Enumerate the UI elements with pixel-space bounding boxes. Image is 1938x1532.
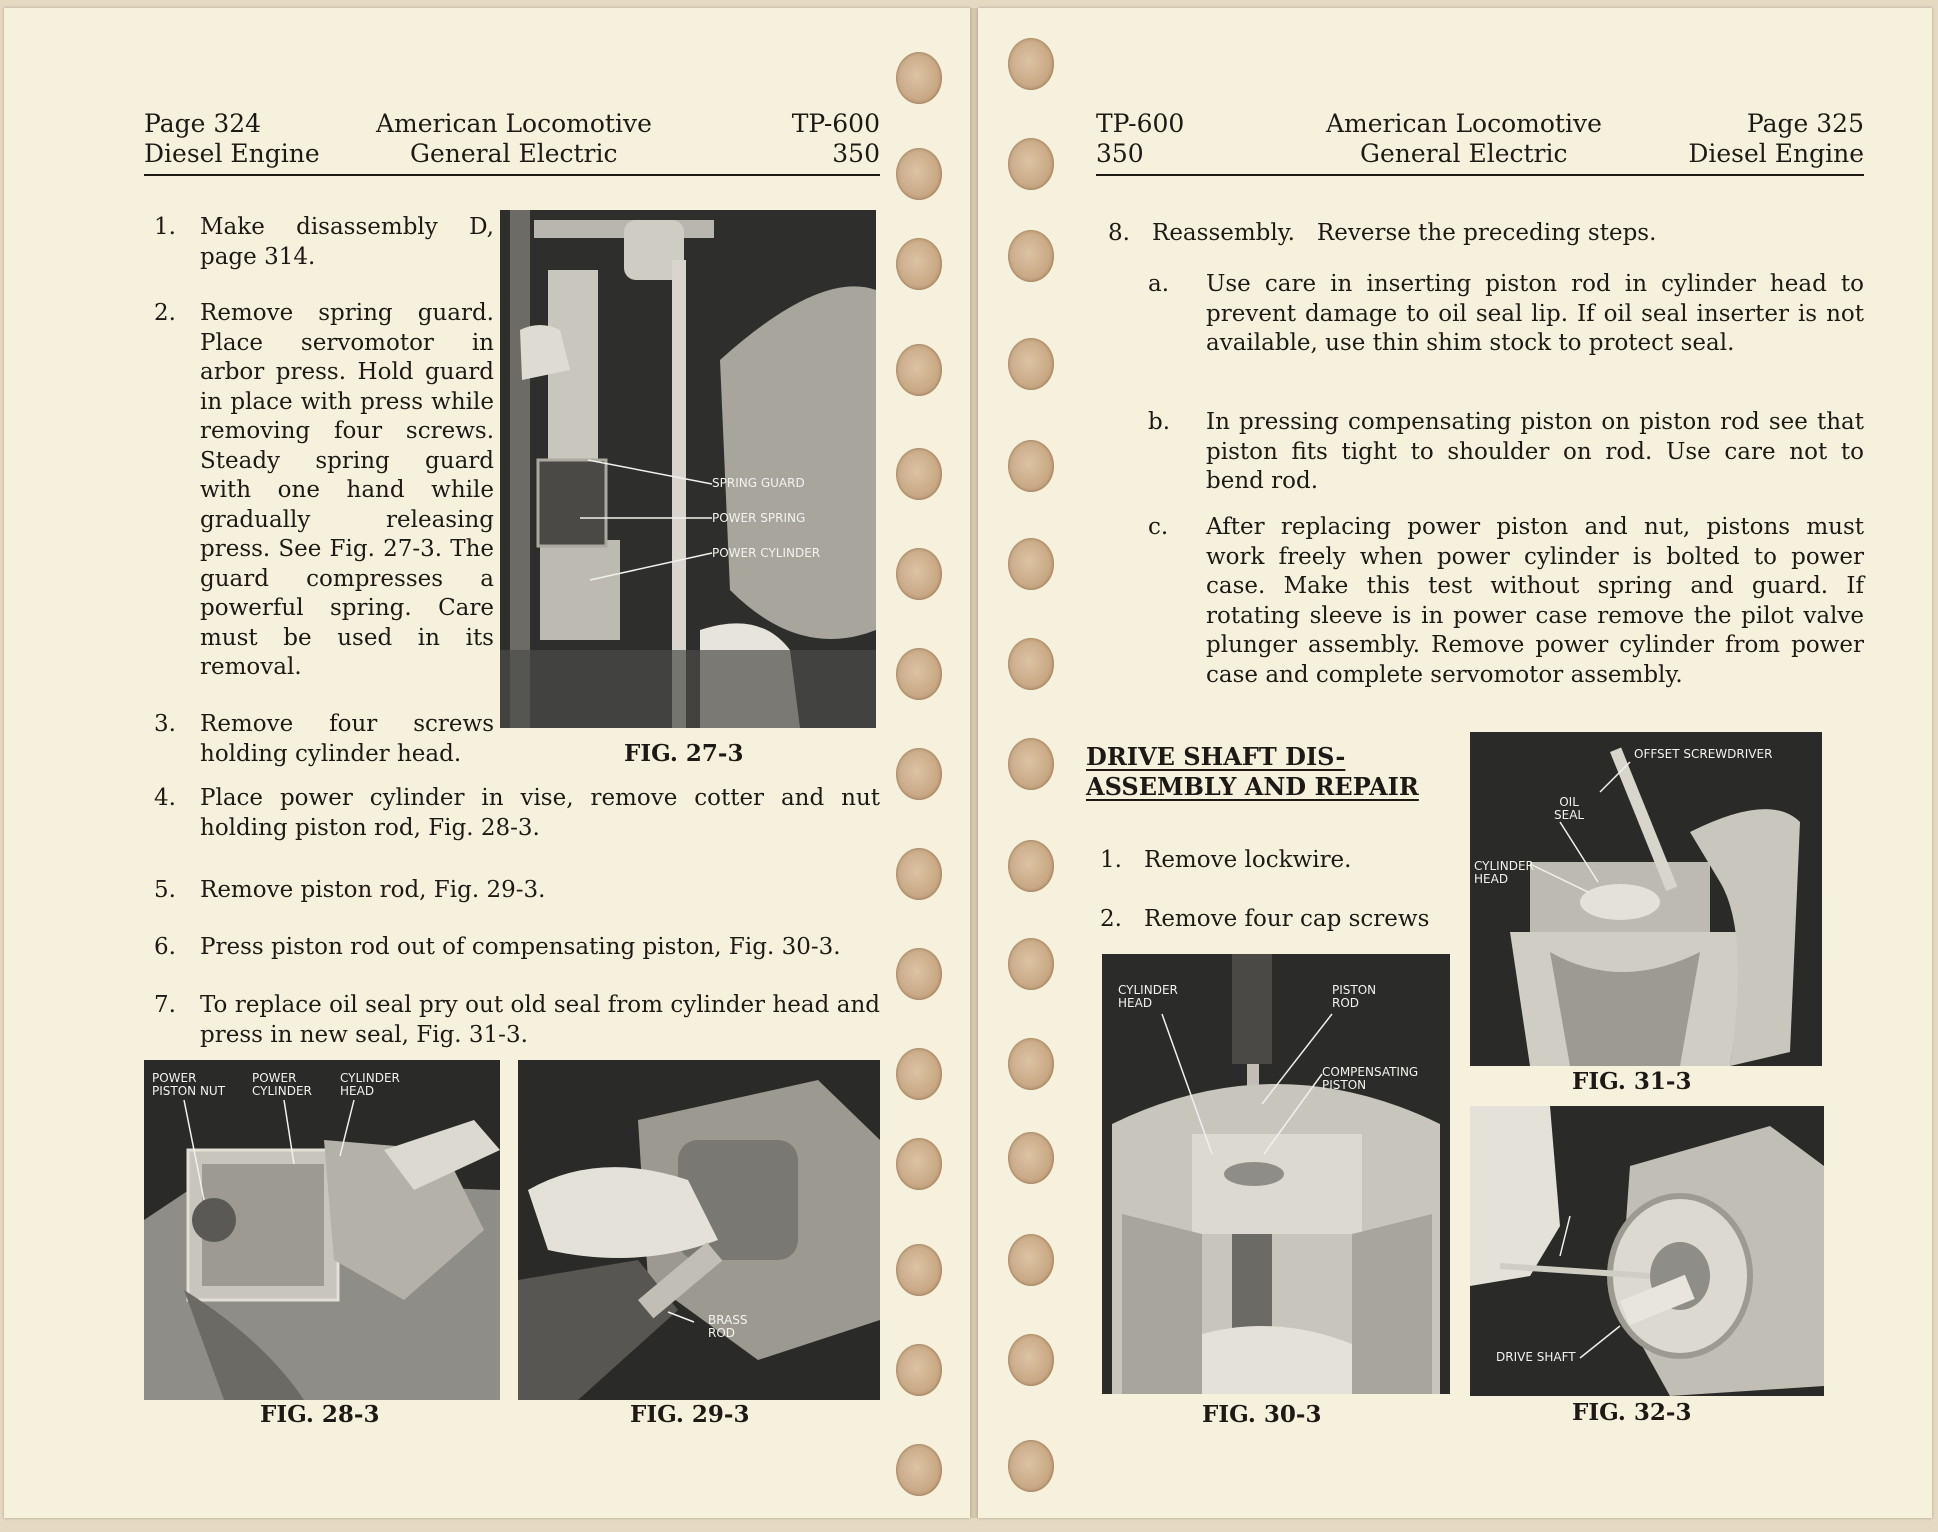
fig-28-label-cylinder-head: CYLINDER HEAD [340, 1071, 400, 1098]
binding-hole [896, 448, 942, 500]
binding-hole [1008, 440, 1054, 492]
fig-30-label-cylinder-head: CYLINDER HEAD [1118, 983, 1178, 1010]
binding-hole [1008, 638, 1054, 690]
step-1: 1. Make disassembly D, page 314. [154, 214, 494, 270]
binding-hole [1008, 338, 1054, 390]
substep-b: b. In pressing compensating piston on piston rod see that piston fits tight to shoulder on rod. Use care not to bend rod. [1148, 409, 1864, 494]
step-4: 4. Place power cylinder in vise, remove cotter and nut holding piston rod, Fig. 28-3. [154, 785, 880, 841]
right-header-rev: 350 [1096, 139, 1144, 168]
fig-30-photo [1102, 954, 1450, 1394]
binding-hole [1008, 938, 1054, 990]
right-page [978, 8, 1932, 1518]
left-header-doc: TP-600 [791, 109, 880, 138]
step-2: 2. Remove spring guard. Place servomotor in arbor press. Hold guard in place with press while removing four screws. Steady spring guard with one hand while gradually releasing press. See Fig. 27-3. The guard compresses a powerful spring. Care must be used in its removal. [154, 300, 494, 680]
binding-hole [1008, 1440, 1054, 1492]
right-header-company-bottom: General Electric [1360, 139, 1568, 168]
fig-30-label-piston-rod: PISTON ROD [1332, 983, 1377, 1010]
drive-step-2: 2. Remove four cap screws [1100, 906, 1430, 932]
fig-31-photo [1470, 732, 1822, 1066]
binding-hole [1008, 1038, 1054, 1090]
right-header-company-top: American Locomotive [1326, 109, 1602, 138]
binding-hole [1008, 1334, 1054, 1386]
fig-29-illustration [518, 1060, 880, 1400]
step-5: 5. Remove piston rod, Fig. 29-3. [154, 877, 546, 903]
left-header-page: Page 324 [144, 109, 262, 138]
fig-31-caption: FIG. 31-3 [1572, 1068, 1692, 1095]
binding-hole [1008, 538, 1054, 590]
fig-32-photo [1470, 1106, 1824, 1396]
fig-30-illustration [1102, 954, 1450, 1394]
fig-27-illustration [500, 210, 876, 728]
left-header-company-bottom: General Electric [410, 139, 618, 168]
right-header-rule [1096, 174, 1864, 176]
fig-28-label-power-cylinder: POWER CYLINDER [252, 1071, 312, 1098]
fig-27-label-spring-guard: SPRING GUARD [712, 476, 805, 490]
left-header-rule [144, 174, 880, 176]
fig-27-caption: FIG. 27-3 [624, 740, 744, 767]
binding-hole [896, 948, 942, 1000]
right-header-page: Page 325 [1746, 109, 1864, 138]
left-page [4, 8, 970, 1518]
fig-27-label-power-spring: POWER SPRING [712, 511, 806, 525]
binding-hole [896, 548, 942, 600]
fig-31-label-cylinder-head: CYLINDER HEAD [1474, 859, 1534, 886]
fig-30-label-compensating-piston: COMPENSATING PISTON [1322, 1065, 1419, 1092]
fig-32-label-drive-shaft: DRIVE SHAFT [1496, 1350, 1576, 1364]
binding-hole [1008, 1234, 1054, 1286]
fig-28-illustration [144, 1060, 500, 1400]
step-8: 8. Reassembly. Reverse the preceding steps. [1108, 220, 1657, 246]
binding-hole [1008, 738, 1054, 790]
step-6: 6. Press piston rod out of compensating piston, Fig. 30-3. [154, 934, 841, 960]
binding-hole [896, 648, 942, 700]
binding-hole [1008, 840, 1054, 892]
binding-hole [896, 1344, 942, 1396]
substep-c: c. After replacing power piston and nut, pistons must work freely when power cylinder is bolted to power case. Make this test without spring and guard. If rotating sleeve is in power case remove the pilot valve plunger assembly. Remove power cylinder from power case and complete servomotor assembly. [1148, 514, 1864, 688]
binding-hole [1008, 138, 1054, 190]
fig-27-photo [500, 210, 876, 728]
binding-hole [1008, 230, 1054, 282]
binding-hole [896, 238, 942, 290]
binding-hole [896, 748, 942, 800]
step-7: 7. To replace oil seal pry out old seal from cylinder head and press in new seal, Fig. 31-3. [154, 992, 880, 1048]
substep-a: a. Use care in inserting piston rod in cylinder head to prevent damage to oil seal lip. If oil seal inserter is not available, use thin shim stock to protect seal. [1148, 271, 1864, 356]
fig-31-illustration [1470, 732, 1822, 1066]
drive-step-1: 1. Remove lockwire. [1100, 847, 1352, 873]
fig-31-label-offset-screwdriver: OFFSET SCREWDRIVER [1634, 747, 1773, 761]
fig-29-label-brass-rod: BRASS ROD [708, 1313, 748, 1340]
fig-31-label-oil-seal: OIL SEAL [1554, 795, 1585, 822]
binding-hole [896, 52, 942, 104]
binding-hole [896, 1244, 942, 1296]
fig-28-caption: FIG. 28-3 [260, 1401, 380, 1428]
fig-29-photo [518, 1060, 880, 1400]
right-header-subject: Diesel Engine [1688, 139, 1864, 168]
left-header-rev: 350 [832, 139, 880, 168]
section-heading-line1: DRIVE SHAFT DIS- [1086, 742, 1346, 771]
binding-hole [1008, 38, 1054, 90]
fig-28-photo [144, 1060, 500, 1400]
fig-27-label-power-cylinder: POWER CYLINDER [712, 546, 821, 560]
step-3: 3. Remove four screws holding cylinder head. [154, 711, 494, 767]
binding-hole [896, 1444, 942, 1496]
binding-hole [896, 1048, 942, 1100]
fig-28-label-power-piston-nut: POWER PISTON NUT [152, 1071, 226, 1098]
section-heading-line2: ASSEMBLY AND REPAIR [1086, 772, 1419, 801]
binding-hole [896, 1138, 942, 1190]
fig-32-caption: FIG. 32-3 [1572, 1399, 1692, 1426]
binding-hole [1008, 1132, 1054, 1184]
binding-hole [896, 148, 942, 200]
left-header-subject: Diesel Engine [144, 139, 320, 168]
left-header-company-top: American Locomotive [376, 109, 652, 138]
right-header-doc: TP-600 [1096, 109, 1185, 138]
binding-hole [896, 344, 942, 396]
fig-30-caption: FIG. 30-3 [1202, 1401, 1322, 1428]
fig-29-caption: FIG. 29-3 [630, 1401, 750, 1428]
binding-hole [896, 848, 942, 900]
